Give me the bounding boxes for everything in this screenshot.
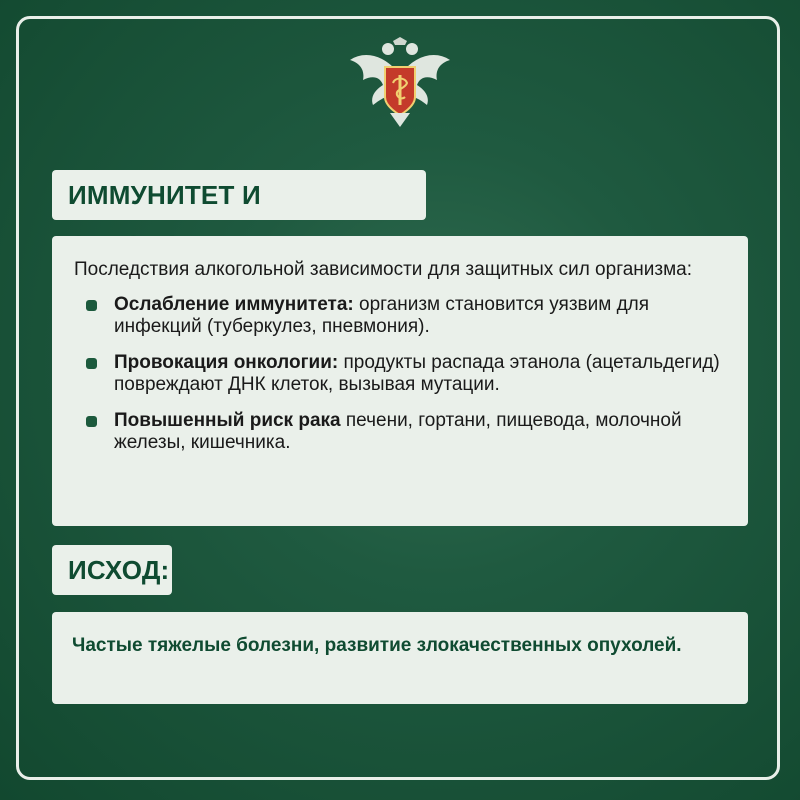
effects-list bbox=[74, 294, 724, 454]
outcome-label: ИСХОД: bbox=[52, 545, 172, 595]
item-text: организм становится уязвим для инфекций (туберкулез, пневмония). bbox=[114, 294, 650, 337]
list-item bbox=[74, 410, 724, 454]
bullet-icon bbox=[86, 300, 97, 311]
item-text: продукты распада этанола (ацетальдегид) повреждают ДНК клеток, вызывая мутации. bbox=[114, 352, 720, 395]
outcome-text: Частые тяжелые болезни, развитие злокачественных опухолей. bbox=[72, 635, 682, 656]
content-card bbox=[52, 236, 748, 526]
item-heading: Повышенный риск рака bbox=[114, 410, 341, 431]
list-item bbox=[74, 294, 724, 338]
item-heading: Ослабление иммунитета: bbox=[114, 294, 354, 315]
item-heading: Провокация онкологии: bbox=[114, 352, 339, 373]
bullet-icon bbox=[86, 416, 97, 427]
intro-text: Последствия алкогольной зависимости для защитных сил организма: bbox=[74, 259, 693, 280]
item-text: печени, гортани, пищевода, молочной железы, кишечника. bbox=[114, 410, 682, 453]
page-title: ИММУНИТЕТ И bbox=[52, 170, 426, 220]
list-item bbox=[74, 352, 724, 396]
double-headed-eagle-emblem-icon bbox=[345, 35, 455, 130]
outcome-card bbox=[52, 612, 748, 704]
bullet-icon bbox=[86, 358, 97, 369]
